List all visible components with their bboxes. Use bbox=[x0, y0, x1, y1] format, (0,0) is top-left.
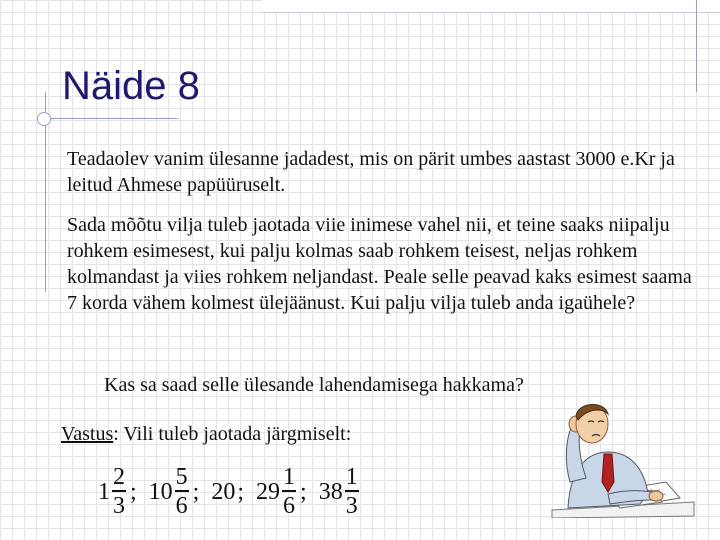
thinking-person-icon bbox=[548, 398, 698, 518]
decorative-top-band bbox=[262, 0, 720, 13]
answer-value-4 bbox=[256, 464, 319, 520]
separator: ; bbox=[192, 479, 200, 505]
denominator: 3 bbox=[113, 492, 125, 519]
whole-part: 20 bbox=[211, 479, 236, 505]
decorative-right-line bbox=[696, 0, 697, 92]
separator: ; bbox=[130, 479, 137, 505]
whole-part: 38 bbox=[318, 479, 343, 505]
numerator: 2 bbox=[113, 464, 125, 491]
answer-value-5 bbox=[319, 464, 361, 520]
separator: ; bbox=[237, 479, 245, 505]
denominator: 6 bbox=[175, 492, 188, 519]
answer-value-2 bbox=[149, 464, 212, 520]
paragraph-problem: Sada mõõtu vilja tuleb jaotada viie inimese vahel nii, et teine saaks niipalju rohkem esimesest, kui palju kolmas saab rohkem teisest, neljas rohkem kolmandast ja viies rohkem neljandast. Peale selle peavad kaks esimest saama 7 korda vähem kolmest ülejäänust. Kui palju vilja tuleb anda igaühele? bbox=[67, 214, 692, 314]
thinking-person-illustration bbox=[548, 398, 698, 518]
separator: ; bbox=[300, 479, 307, 505]
numerator: 5 bbox=[175, 464, 188, 491]
whole-part: 1 bbox=[98, 479, 110, 505]
answer-label: Vastus bbox=[61, 423, 114, 445]
fraction bbox=[175, 464, 189, 520]
whole-part: 10 bbox=[148, 479, 173, 505]
title-underline bbox=[38, 118, 178, 119]
slide-title: Näide 8 bbox=[62, 64, 200, 108]
numerator: 1 bbox=[345, 464, 358, 491]
paragraph-history: Teadaolev vanim ülesanne jadadest, mis on pärit umbes aastast 3000 e.Kr ja leitud Ahmese papüüruselt. bbox=[67, 148, 675, 196]
fraction bbox=[282, 464, 296, 520]
answer-line bbox=[61, 421, 351, 447]
answer-values bbox=[98, 460, 361, 524]
numerator: 1 bbox=[283, 464, 296, 491]
answer-value-1 bbox=[98, 464, 149, 520]
denominator: 3 bbox=[345, 492, 358, 519]
answer-text: : Vili tuleb jaotada järgmiselt: bbox=[113, 423, 352, 445]
denominator: 6 bbox=[283, 492, 296, 519]
answer-value-3 bbox=[211, 480, 256, 504]
question-text: Kas sa saad selle ülesande lahendamisega hakkama? bbox=[104, 374, 524, 396]
fraction bbox=[112, 464, 126, 520]
whole-part: 29 bbox=[256, 479, 281, 505]
fraction bbox=[345, 464, 359, 520]
title-bullet-circle bbox=[37, 112, 51, 126]
